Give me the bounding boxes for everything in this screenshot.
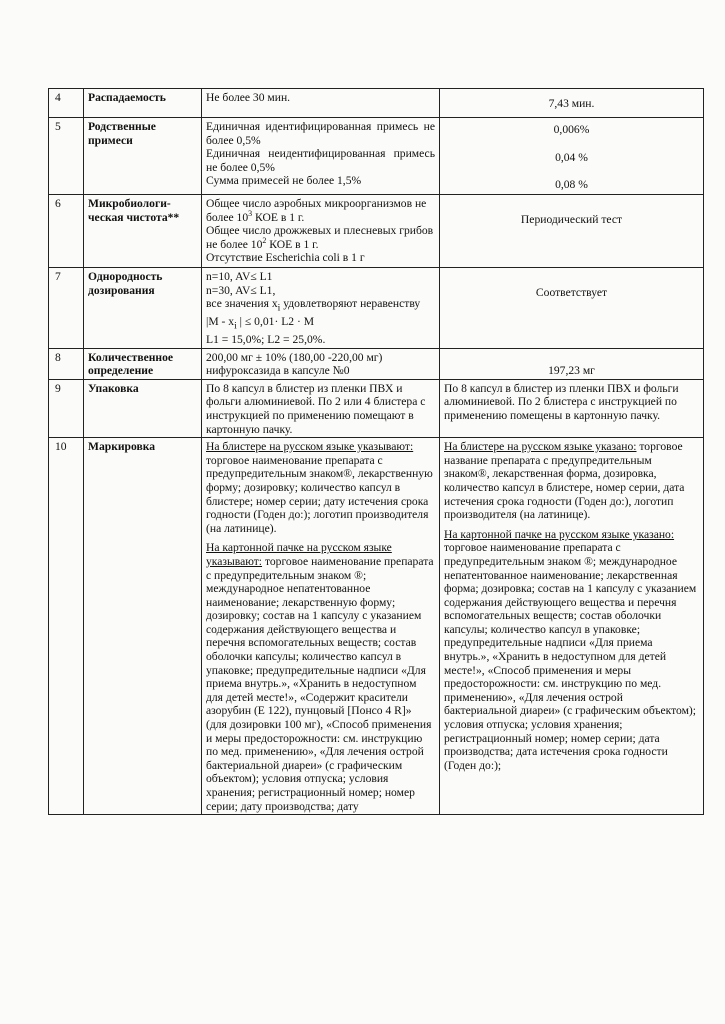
spec-text: Сумма примесей не более 1,5% (206, 174, 362, 188)
test-name: Однородность дозирования (84, 268, 202, 349)
result-text: торговое название препарата с предупредительным знаком®, лекарственная форма, дозировка, количество капсул в блистере, номер серии, дата истечения срока годности (Годен до:), логотип производителя (на латинице). (444, 440, 685, 522)
spec-exponent: 3 (248, 208, 253, 218)
result-cell (440, 379, 704, 437)
test-name: Маркировка (84, 438, 202, 815)
row-number: 7 (49, 268, 84, 349)
spec-cell (202, 118, 440, 195)
spec-text: 200,00 мг ± 10% (180,00 -220,00 мг) нифуроксазида в капсуле №0 (206, 350, 383, 378)
spec-subscript: i (277, 302, 281, 314)
spec-cell (202, 438, 440, 815)
result-text: 197,23 мг (548, 364, 595, 378)
result-cell (440, 118, 704, 195)
result-cell (440, 195, 704, 268)
spec-text: торговое наименование препарата с предупредительным знаком ®; международное непатентованное наименование; лекарственную форму; дозировку; состав на 1 капсулу с указанием содержания действующего вещества и перечня вспомогательных веществ; состав оболочки капсулы; количество капсул в упаковке; предупредительные надписи «Для приема внутрь.», «Хранить в недоступном для детей месте!», «Содержит красители азорубин (Е 122), пунцовый [Понсо 4 R]» (для дозировки 100 мг), «Способ применения и меры предосторожности: см. инструкцию по мед. применению», «Для лечения острой бактериальной диареи» (с графическим объектом); условия отпуска; условия хранения; регистрационный номер; номер серии; дату производства; дату (206, 554, 434, 813)
spec-cell (202, 268, 440, 349)
spec-text: L1 = 15,0%; L2 = 25,0%. (206, 333, 326, 346)
row-number: 9 (49, 379, 84, 437)
spec-text: торговое наименование препарата с предупредительным знаком®, лекарственную форму; дозировку; количество капсул в блистере; номер серии; дату истечения срока годности (Годен до:); логотип производителя (на латинице). (206, 453, 433, 535)
result-cell (440, 438, 704, 815)
quality-spec-table (48, 88, 704, 815)
spec-text: Общее число аэробных микроорганизмов не более 10 (206, 197, 427, 224)
spec-text: | ≤ 0,01· L2 · M (236, 315, 315, 329)
spec-text: n=30, AV≤ L1, (206, 283, 276, 297)
spec-subscript: i (234, 320, 237, 332)
spec-text: n=10, AV≤ L1 (206, 270, 273, 283)
spec-heading: На картонной пачке на русском языке указывают: (206, 541, 392, 568)
spec-heading: На блистере на русском языке указывают: (206, 440, 414, 454)
result-text: 0,006% (553, 123, 590, 136)
spec-text: удовлетворяют неравенству |M - x (206, 297, 421, 329)
test-name: Микробиологи-ческая чистота** (84, 195, 202, 268)
test-name: Родственные примеси (84, 118, 202, 195)
row-number: 5 (49, 118, 84, 195)
result-heading: На картонной пачке на русском языке указано: (444, 527, 675, 541)
result-text: Соответствует (535, 286, 608, 299)
row-number: 8 (49, 348, 84, 379)
row-number: 4 (49, 89, 84, 118)
spec-cell (202, 195, 440, 268)
result-text: 0,08 % (555, 178, 588, 192)
spec-text: Единичная идентифицированная примесь не более 0,5% (206, 120, 435, 147)
spec-text: КОЕ в 1 г. (266, 237, 319, 251)
test-name: Упаковка (84, 379, 202, 437)
table-row (49, 379, 704, 437)
result-cell (440, 89, 704, 118)
result-heading: На блистере на русском языке указано: (444, 440, 637, 454)
spec-text: Отсутствие Escherichia coli в 1 г (206, 251, 365, 265)
table-row (49, 438, 704, 815)
spec-cell (202, 89, 440, 118)
spec-text: КОЕ в 1 г. (252, 210, 305, 224)
spec-exponent: 2 (262, 235, 267, 245)
spec-text: Общее число дрожжевых и плесневых грибов не более 10 (206, 224, 434, 251)
table-row (49, 268, 704, 349)
result-text: 0,04 % (555, 150, 588, 164)
result-text: Периодический тест (520, 213, 623, 226)
test-name: Количественное определение (84, 348, 202, 379)
spec-text: Единичная неидентифицированная примесь не более 0,5% (206, 147, 435, 174)
table-row (49, 118, 704, 195)
result-text: По 8 капсул в блистер из пленки ПВХ и фольги алюминиевой. По 2 блистера с инструкцией по применению помещены в картонную пачку. (444, 381, 679, 422)
test-name: Распадаемость (84, 89, 202, 118)
spec-cell (202, 379, 440, 437)
result-text: торговое наименование препарата с предупредительным знаком ®; международное непатентованное наименование; лекарственная форма; дозировка; состав на 1 капсулу с указанием содержания действующего вещества и перечня вспомогательных веществ; состав оболочки капсулы; количество капсул в упаковке; предупредительные надписи «Для приема внутрь.», «Хранить в недоступном для детей месте!», «Способ применения и меры предосторожности: см. инструкцию по мед. применению», «Для лечения острой бактериальной диареи» (с графическим объектом); условия отпуска; условия хранения; регистрационный номер; номер серии; дата производства; дата истечения срока годности (Годен до:); (444, 541, 697, 772)
result-cell (440, 348, 704, 379)
table-row (49, 348, 704, 379)
result-cell (440, 268, 704, 349)
result-text: 7,43 мин. (548, 97, 595, 110)
row-number: 10 (49, 438, 84, 815)
spec-text: все значения x (206, 297, 278, 311)
table-row (49, 195, 704, 268)
table-row (49, 89, 704, 118)
row-number: 6 (49, 195, 84, 268)
spec-text: По 8 капсул в блистер из пленки ПВХ и фольги алюминиевой. По 2 или 4 блистера с инструкцией по применению помещают в картонную пачку. (206, 381, 426, 436)
spec-text: Не более 30 мин. (206, 91, 291, 104)
spec-cell (202, 348, 440, 379)
